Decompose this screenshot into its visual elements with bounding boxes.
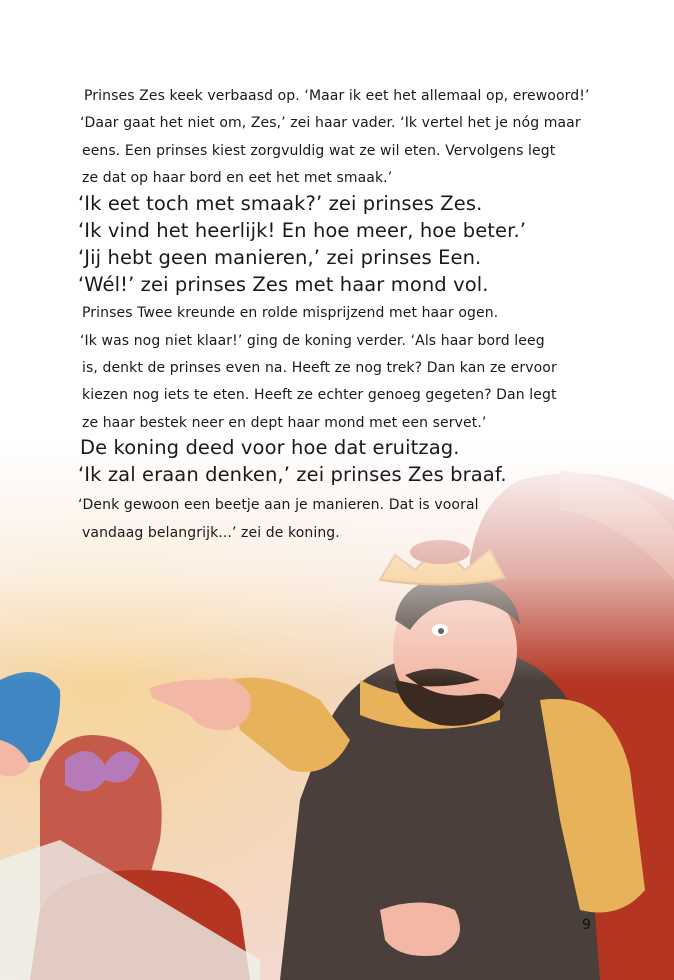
- page-number: 9: [582, 917, 591, 933]
- story-line: ‘Ik eet toch met smaak?’ zei prinses Zes.: [78, 192, 483, 215]
- story-line: ze haar bestek neer en dept haar mond met een servet.’: [82, 415, 487, 431]
- story-line: eens. Een prinses kiest zorgvuldig wat ze wil eten. Vervolgens legt: [82, 143, 556, 159]
- story-line: ‘Daar gaat het niet om, Zes,’ zei haar vader. ‘Ik vertel het je nóg maar: [80, 115, 581, 131]
- story-line: ‘Jij hebt geen manieren,’ zei prinses Een.: [78, 246, 482, 269]
- story-line: ‘Ik vind het heerlijk! En hoe meer, hoe beter.’: [78, 219, 527, 242]
- story-line: Prinses Zes keek verbaasd op. ‘Maar ik eet het allemaal op, erewoord!’: [84, 88, 590, 104]
- story-line: vandaag belangrijk...’ zei de koning.: [82, 525, 340, 541]
- story-line: ‘Ik zal eraan denken,’ zei prinses Zes braaf.: [78, 463, 507, 486]
- story-line: kiezen nog iets te eten. Heeft ze echter genoeg gegeten? Dan legt: [82, 387, 557, 403]
- story-line: Prinses Twee kreunde en rolde misprijzend met haar ogen.: [82, 305, 499, 321]
- story-line: ‘Denk gewoon een beetje aan je manieren. Dat is vooral: [78, 497, 479, 513]
- story-line: ‘Ik was nog niet klaar!’ ging de koning verder. ‘Als haar bord leeg: [80, 333, 545, 349]
- story-line: ze dat op haar bord en eet het met smaak.’: [82, 170, 393, 186]
- story-line: is, denkt de prinses even na. Heeft ze nog trek? Dan kan ze ervoor: [82, 360, 557, 376]
- story-line: ‘Wél!’ zei prinses Zes met haar mond vol.: [78, 273, 489, 296]
- story-line: De koning deed voor hoe dat eruitzag.: [80, 436, 460, 459]
